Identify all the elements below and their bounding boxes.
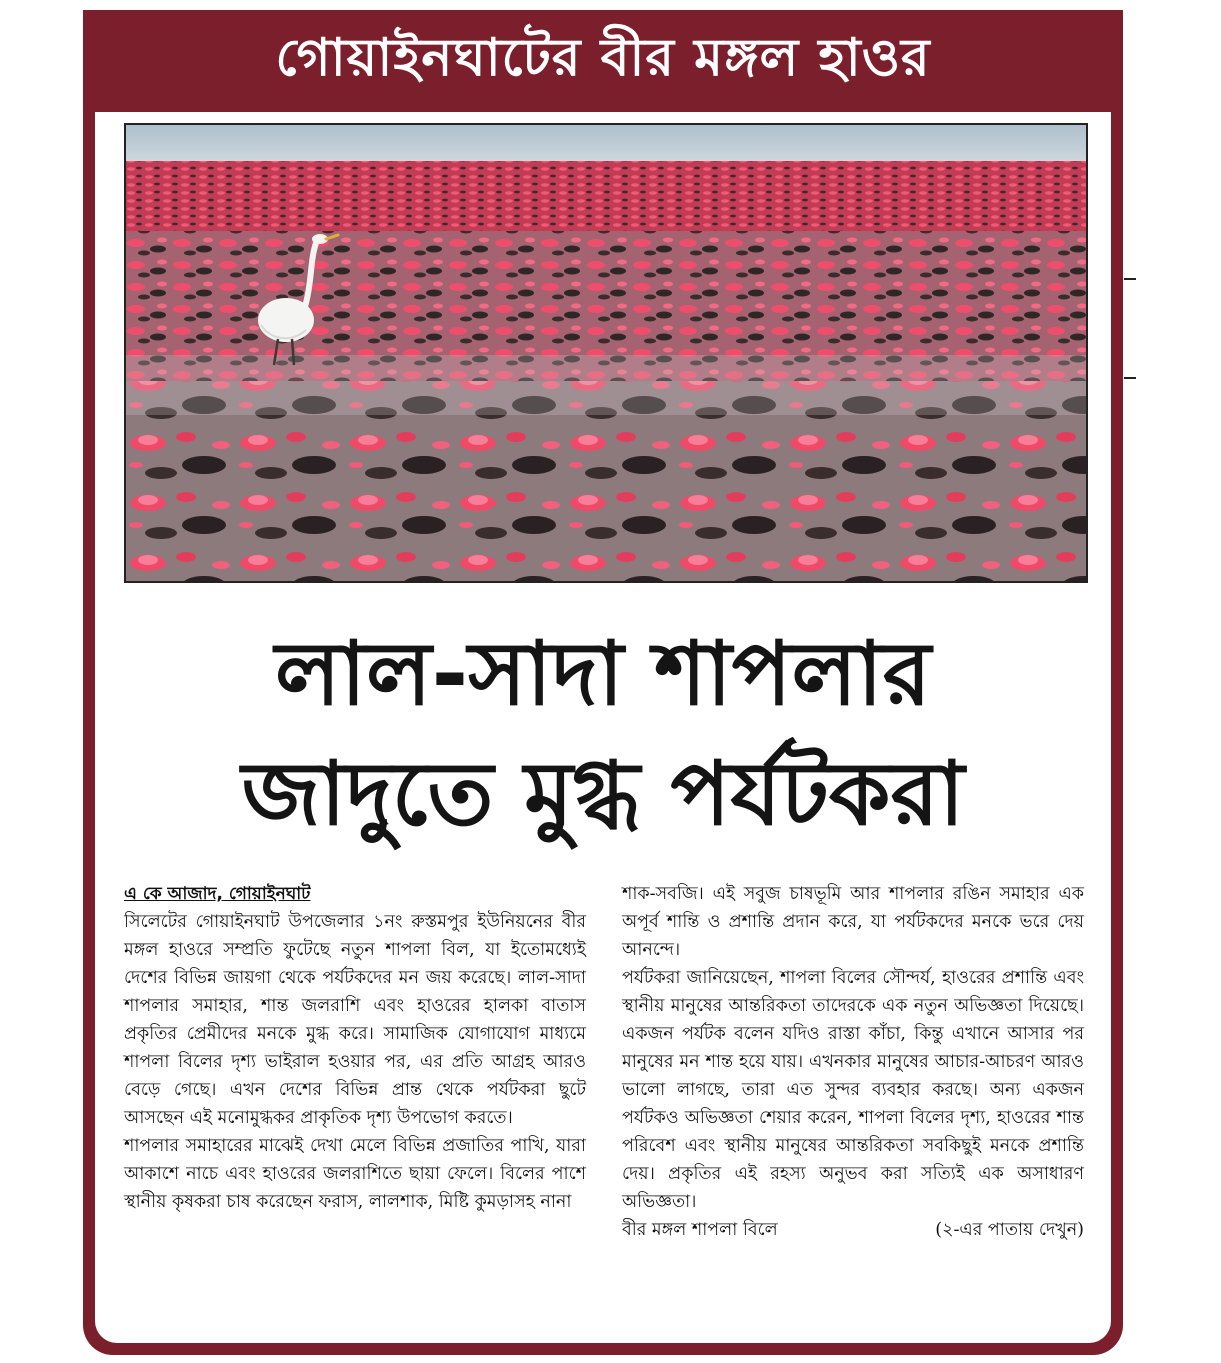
byline: এ কে আজাদ, গোয়াইনঘাট [124,884,311,904]
paragraph: শাক-সবজি। এই সবুজ চাষভূমি আর শাপলার রঙিন সমাহার এক অপূর্ব শান্তি ও প্রশান্তি প্রদান করে, যা পর্যটকদের মনকে ভরে দেয় আনন্দে। [622,884,1084,960]
continuation-line [622,1216,1084,1244]
paragraph: পর্যটকরা জানিয়েছেন, শাপলা বিলের সৌন্দর্য, হাওরের প্রশান্তি এবং স্থানীয় মানুষের আন্তরিকতা তাদেরকে এক নতুন অভিজ্ঞতা দিয়েছে। একজন পর্যটক বলেন যদিও রাস্তা কাঁচা, কিন্তু এখানে আসার পর মানুষের মন শান্ত হয়ে যায়। এখনকার মানুষের আচার-আচরণ আরও ভালো লাগছে, তারা এত সুন্দর ব্যবহার করছে। অন্য একজন পর্যটকও অভিজ্ঞতা শেয়ার করেন, শাপলা বিলের দৃশ্য, হাওরের শান্ত পরিবেশ এবং স্থানীয় মানুষের আন্তরিকতা সবকিছুই মনকে প্রশান্তি দেয়। প্রকৃতির এই রহস্য অনুভব করা সত্যিই এক অসাধারণ অভিজ্ঞতা। [622,968,1084,1212]
article-column-right [622,880,1084,1244]
article-body [95,112,1111,1343]
lily-photo [124,123,1088,583]
continued-on-page-link[interactable]: (২-এর পাতায় দেখুন) [935,1220,1084,1240]
headline-line-1: লাল-সাদা শাপলার [274,622,932,725]
final-line-text: বীর মঙ্গল শাপলা বিলে [622,1220,778,1240]
page-margin-mark [1124,278,1136,280]
headline-line-2: জাদুতে মুগ্ধ পর্যটকরা [241,742,965,845]
paragraph: শাপলার সমাহারের মাঝেই দেখা মেলে বিভিন্ন প্রজাতির পাখি, যারা আকাশে নাচে এবং হাওরের জলরাশিতে ছায়া ফেলে। বিলের পাশে স্থানীয় কৃষকরা চাষ করেছেন ফরাস, লালশাক, মিষ্টি কুমড়াসহ নানা [124,1136,586,1212]
paragraph: সিলেটের গোয়াইনঘাট উপজেলার ১নং রুস্তমপুর ইউনিয়নের বীর মঙ্গল হাওরে সম্প্রতি ফুটেছে নতুন শাপলা বিল, যা ইতোমধ্যেই দেশের বিভিন্ন জায়গা থেকে পর্যটকদের মন জয় করেছে। লাল-সাদা শাপলার সমাহার, শান্ত জলরাশি এবং হাওরের হালকা বাতাস প্রকৃতির প্রেমীদের মনকে মুগ্ধ করে। সামাজিক যোগাযোগ মাধ্যমে শাপলা বিলের দৃশ্য ভাইরাল হওয়ার পর, এর প্রতি আগ্রহ আরও বেড়ে গেছে। এখন দেশের বিভিন্ন প্রান্ত থেকে পর্যটকরা ছুটে আসছেন এই মনোমুগ্ধকর প্রাকৃতিক দৃশ্য উপভোগ করতে। [124,912,586,1128]
page-margin-mark [1124,377,1136,379]
article-columns [124,880,1084,1340]
article-column-left [124,880,586,1216]
article-frame [83,10,1123,1355]
section-banner: গোয়াইনঘাটের বীর মঙ্গল হাওর [275,27,931,88]
